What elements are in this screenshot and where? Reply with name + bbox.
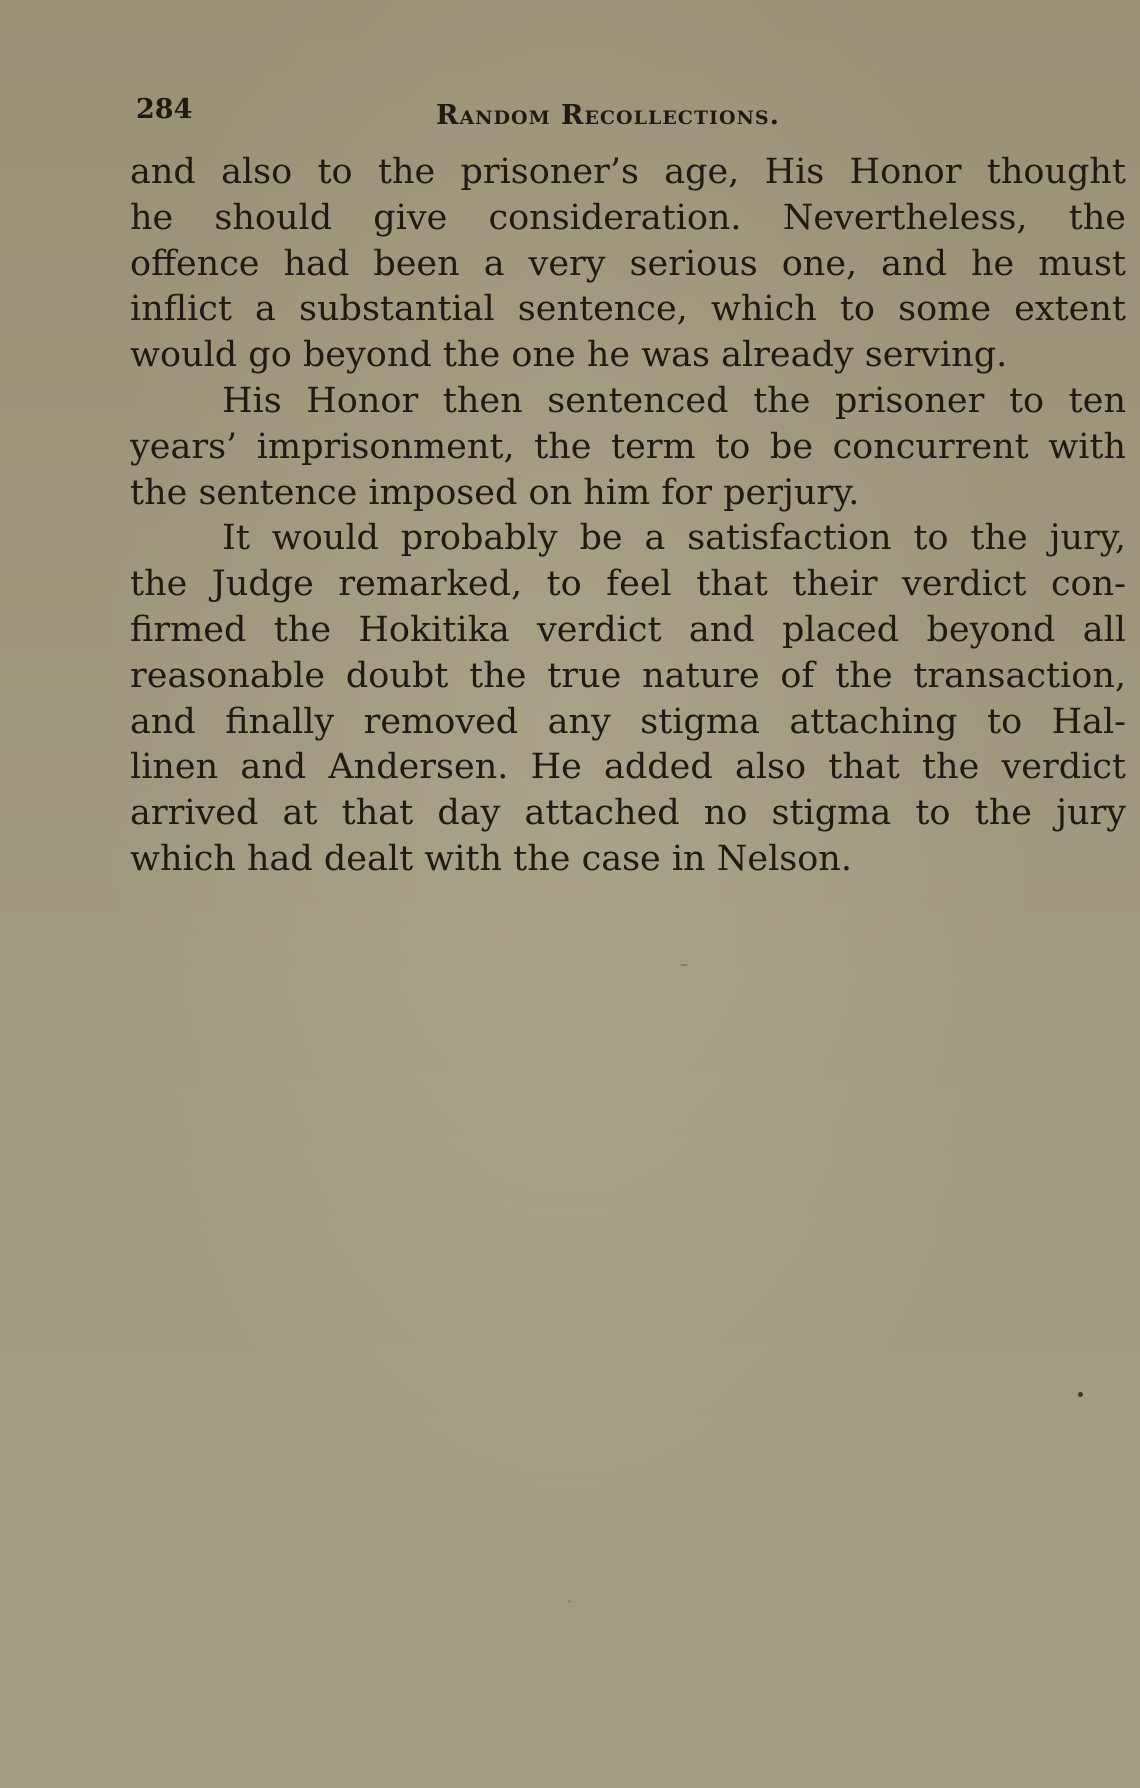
page-number: 284 (136, 94, 193, 125)
paper-speck (568, 1600, 571, 1603)
paper-speck (680, 964, 688, 966)
text-line: and also to the prisoner’s age, His Honor thought (130, 152, 1126, 192)
paper-speck (1078, 1392, 1083, 1397)
text-line: offence had been a very serious one, and he must (130, 243, 1126, 284)
text-line: which had dealt with the case in Nelson. (130, 838, 852, 879)
text-line: the Judge remarked, to feel that their verdict con- (130, 564, 1126, 605)
text-line: the sentence imposed on him for perjury. (130, 472, 860, 513)
text-line: reasonable doubt the true nature of the transaction, (130, 655, 1126, 696)
text-line: he should give consideration. Nevertheless, the (130, 197, 1126, 238)
running-head (132, 88, 1126, 138)
text-line: inflict a substantial sentence, which to some extent (130, 289, 1126, 330)
text-line: and finally removed any stigma attaching to Hal- (130, 701, 1126, 742)
text-line: It would probably be a satisfaction to the jury, (222, 518, 1126, 559)
text-line: arrived at that day attached no stigma to the jury (130, 793, 1126, 834)
text-line: linen and Andersen. He added also that the verdict (130, 747, 1126, 788)
text-line: firmed the Hokitika verdict and placed beyond all (130, 609, 1126, 650)
running-title: Random Recollections. (436, 100, 780, 131)
text-line: His Honor then sentenced the prisoner to ten (222, 380, 1126, 421)
text-line: would go beyond the one he was already serving. (130, 335, 1008, 376)
body-text (130, 150, 1126, 883)
text-line: years’ imprisonment, the term to be concurrent with (130, 426, 1126, 467)
